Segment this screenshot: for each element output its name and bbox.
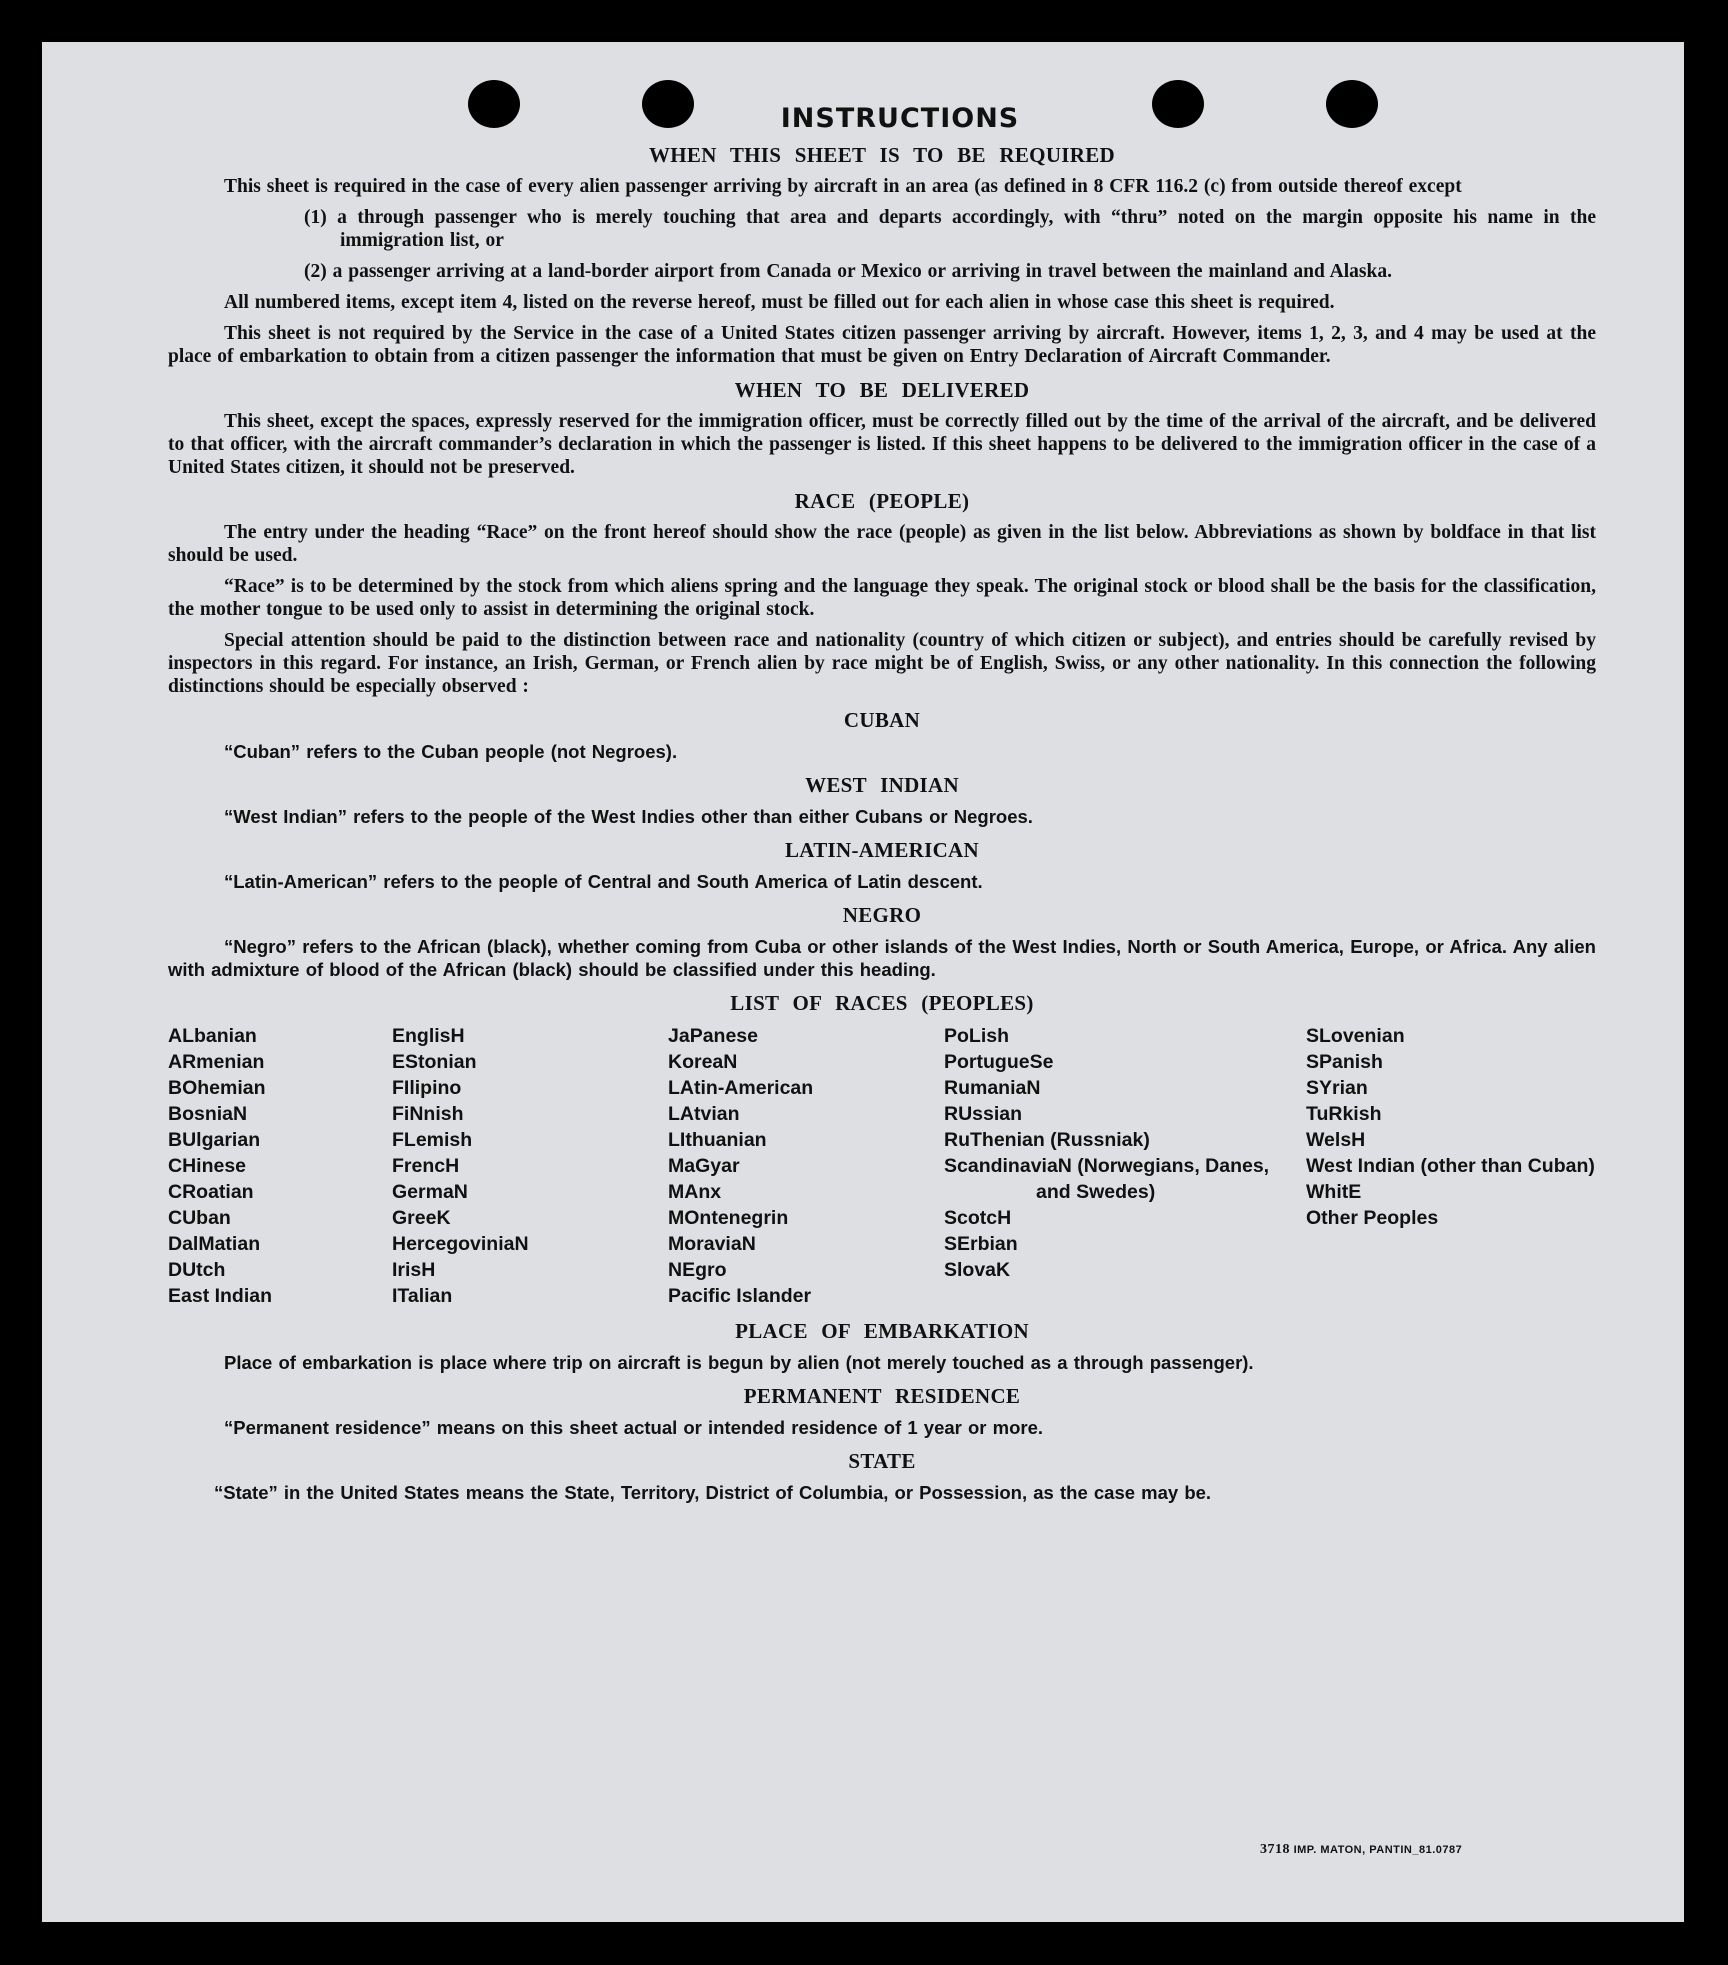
race-item: RuThenian (Russniak) xyxy=(944,1129,1150,1151)
race-column xyxy=(944,1023,1306,1309)
heading-race: RACE (PEOPLE) xyxy=(794,489,970,513)
race-item: ScotcH xyxy=(944,1207,1012,1229)
race-item: SYrian xyxy=(1306,1077,1368,1099)
heading-cuban: CUBAN xyxy=(843,708,921,732)
race-item: Other Peoples xyxy=(1306,1207,1439,1229)
race-item: West Indian (other than Cuban) xyxy=(1306,1155,1595,1177)
race-column xyxy=(668,1023,944,1309)
race-item: BOhemian xyxy=(168,1077,266,1099)
heading-list-of-races: LIST OF RACES (PEOPLES) xyxy=(730,991,1034,1015)
race-item: KoreaN xyxy=(668,1051,738,1073)
race-item: CRoatian xyxy=(168,1181,254,1203)
heading-embarkation: PLACE OF EMBARKATION xyxy=(735,1319,1029,1343)
race-item: GermaN xyxy=(392,1181,468,1203)
race-item: CHinese xyxy=(168,1155,247,1177)
race-item: RumaniaN xyxy=(944,1077,1041,1099)
paragraph: This sheet, except the spaces, expressly reserved for the immigration officer, must be correctly filled out by the time of the arrival of the aircraft, and be delivered to that officer, with the aircraft commander’s declaration in which the passenger is listed. If this sheet happens to be delivered to the immigration officer in the case of a United States citizen, it should not be preserved. xyxy=(168,411,1596,478)
race-item: PortugueSe xyxy=(944,1051,1054,1073)
race-column xyxy=(392,1023,668,1309)
race-item: LAtin-American xyxy=(668,1077,814,1099)
paragraph: Special attention should be paid to the distinction between race and nationality (country of which citizen or subject), and entries should be carefully revised by inspectors in this regard. For instance, an Irish, German, or French alien by race might be of English, Swiss, or any other nationality. In this connection the following distinctions should be especially observed : xyxy=(168,630,1596,697)
race-item: FrencH xyxy=(392,1155,460,1177)
printer-imprint xyxy=(1260,1842,1462,1858)
race-item: CUban xyxy=(168,1207,231,1229)
list-item: (2) a passenger arriving at a land-border airport from Canada or Mexico or arriving in travel between the mainland and Alaska. xyxy=(304,261,1392,282)
paragraph: Place of embarkation is place where trip on aircraft is begun by alien (not merely touched as a through passenger). xyxy=(224,1352,1254,1373)
page-title: INSTRUCTIONS xyxy=(780,103,1020,134)
paragraph: “Permanent residence” means on this sheet actual or intended residence of 1 year or more. xyxy=(224,1417,1044,1438)
paragraph: “Latin-American” refers to the people of Central and South America of Latin descent. xyxy=(224,871,983,892)
race-item: FIlipino xyxy=(392,1077,462,1099)
race-item: SPanish xyxy=(1306,1051,1383,1073)
race-column xyxy=(1306,1023,1596,1309)
race-item: EnglisH xyxy=(392,1025,465,1047)
heading-state: STATE xyxy=(848,1449,916,1473)
race-item: East Indian xyxy=(168,1285,273,1307)
paragraph: “West Indian” refers to the people of the West Indies other than either Cubans or Negroes. xyxy=(224,806,1033,827)
race-column xyxy=(168,1023,392,1309)
paragraph: This sheet is not required by the Service in the case of a United States citizen passenger arriving by aircraft. However, items 1, 2, 3, and 4 may be used at the place of embarkation to obtain from a citizen passenger the information that must be given on Entry Declaration of Aircraft Commander. xyxy=(168,323,1596,367)
race-item: ITalian xyxy=(392,1285,453,1307)
race-item: DUtch xyxy=(168,1259,226,1281)
paragraph: All numbered items, except item 4, listed on the reverse hereof, must be filled out for each alien in whose case this sheet is required. xyxy=(224,292,1335,313)
form-number: 3718 xyxy=(1260,1842,1290,1857)
race-item: EStonian xyxy=(392,1051,477,1073)
race-item: MAnx xyxy=(668,1181,722,1203)
race-item: PoLish xyxy=(944,1025,1010,1047)
race-item: ScandinaviaN (Norwegians, Danes, and Swedes) xyxy=(944,1155,1270,1203)
paragraph: This sheet is required in the case of every alien passenger arriving by aircraft in an area (as defined in 8 CFR 116.2 (c) from outside thereof except xyxy=(224,176,1462,197)
race-item: SLovenian xyxy=(1306,1025,1405,1047)
race-item: DalMatian xyxy=(168,1233,261,1255)
race-item: SErbian xyxy=(944,1233,1018,1255)
race-list xyxy=(168,1023,1596,1309)
race-item: NEgro xyxy=(668,1259,727,1281)
race-item: WelsH xyxy=(1306,1129,1366,1151)
race-item: Pacific Islander xyxy=(668,1285,812,1307)
heading-permanent-residence: PERMANENT RESIDENCE xyxy=(743,1384,1021,1408)
paragraph: The entry under the heading “Race” on the front hereof should show the race (people) as given in the list below. Abbreviations as shown by boldface in that list should be used. xyxy=(168,522,1596,566)
race-item: BosniaN xyxy=(168,1103,248,1125)
race-item: FLemish xyxy=(392,1129,473,1151)
race-item: LAtvian xyxy=(668,1103,740,1125)
race-item: MoraviaN xyxy=(668,1233,756,1255)
race-item: RUssian xyxy=(944,1103,1023,1125)
paragraph: “Cuban” refers to the Cuban people (not Negroes). xyxy=(224,741,678,762)
heading-negro: NEGRO xyxy=(842,903,922,927)
race-item: WhitE xyxy=(1306,1181,1362,1203)
race-item: BUlgarian xyxy=(168,1129,261,1151)
race-item: MaGyar xyxy=(668,1155,740,1177)
race-item: MOntenegrin xyxy=(668,1207,789,1229)
paragraph: “State” in the United States means the State, Territory, District of Columbia, or Possession, as the case may be. xyxy=(214,1482,1212,1503)
printer-name: IMP. MATON, PANTIN_81.0787 xyxy=(1293,1844,1463,1856)
race-item: LIthuanian xyxy=(668,1129,767,1151)
race-item: SlovaK xyxy=(944,1259,1011,1281)
document-page xyxy=(42,42,1684,1922)
race-item: FiNnish xyxy=(392,1103,464,1125)
heading-when-delivered: WHEN TO BE DELIVERED xyxy=(734,378,1030,402)
heading-west-indian: WEST INDIAN xyxy=(805,773,959,797)
paragraph: “Race” is to be determined by the stock from which aliens spring and the language they speak. The original stock or blood shall be the basis for the classification, the mother tongue to be used only to assist in determining the original stock. xyxy=(168,576,1596,620)
race-item: JaPanese xyxy=(668,1025,758,1047)
heading-when-required: WHEN THIS SHEET IS TO BE REQUIRED xyxy=(648,143,1115,167)
race-item: ALbanian xyxy=(168,1025,257,1047)
race-item: ARmenian xyxy=(168,1051,265,1073)
race-item: GreeK xyxy=(392,1207,451,1229)
list-item: (1) a through passenger who is merely touching that area and departs accordingly, with “thru” noted on the margin opposite his name in the immigration list, or xyxy=(304,207,1596,251)
race-item: TuRkish xyxy=(1306,1103,1382,1125)
paragraph: “Negro” refers to the African (black), whether coming from Cuba or other islands of the West Indies, North or South America, Europe, or Africa. Any alien with admixture of blood of the African (black) should be classified under this heading. xyxy=(168,936,1596,980)
race-item: HercegoviniaN xyxy=(392,1233,529,1255)
heading-latin-american: LATIN-AMERICAN xyxy=(785,838,979,862)
race-item: IrisH xyxy=(392,1259,436,1281)
